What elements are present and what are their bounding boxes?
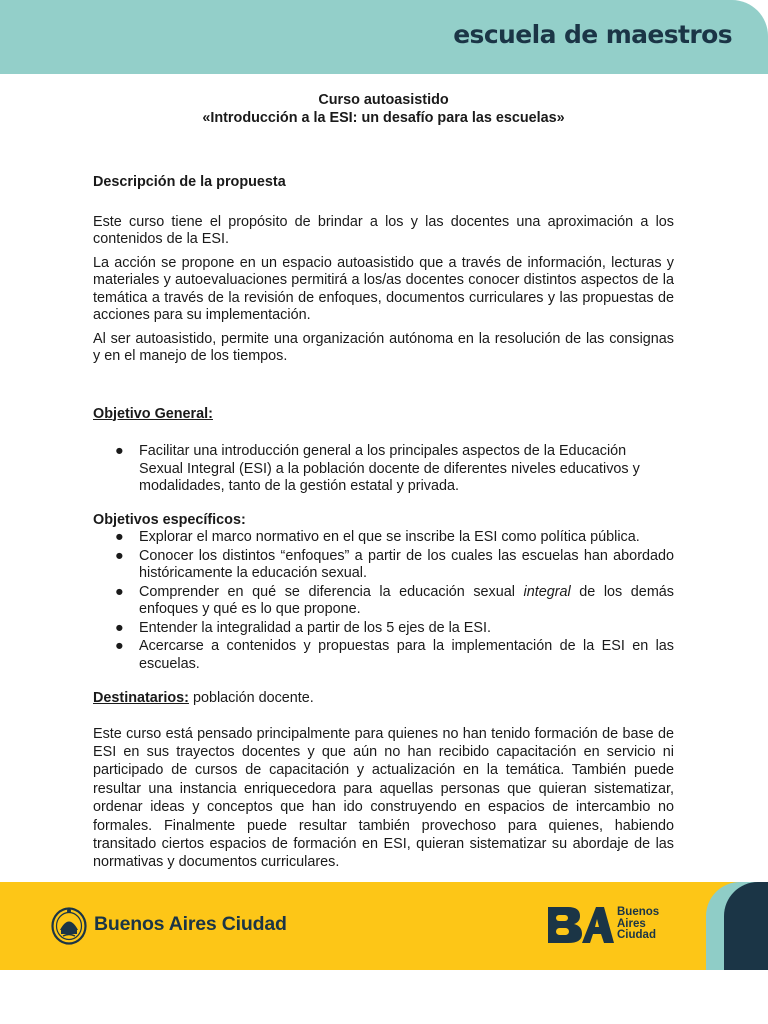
bullet-icon: ●: [115, 443, 124, 459]
audience-line: [93, 690, 674, 708]
list-item: [115, 529, 674, 547]
specific-objectives-list: [115, 529, 674, 673]
audience-paragraph: Este curso está pensado principalmente para quienes no han tenido formación de base de ESI en sus trayectos docentes y que aún no han recibido capacitación en servicio ni participado de cursos de capacitación y actualización en la temática. También puede resultar una instancia enriquecedora para aquellas personas que quieran sistematizar, ordenar ideas y conceptos que han ido construyendo en espacios de intercambio no formales. Finalmente puede resultar también provechoso para quienes, habiendo transitado ciertos espacios de formación en ESI, quieran sistematizar su abordaje de las normativas y documentos curriculares.: [93, 725, 674, 871]
course-title-line1: Curso autoasistido: [318, 92, 449, 108]
description-paragraph: Al ser autoasistido, permite una organización autónoma en la resolución de las consignas y en el manejo de los tiempos.: [93, 330, 674, 364]
city-name-logo: Buenos Aires Ciudad: [94, 913, 287, 935]
list-item-text: Entender la integralidad a partir de los 5 ejes de la ESI.: [139, 619, 491, 636]
list-item-text: Conocer los distintos “enfoques” a partir de los cuales las escuelas han abordado históricamente la educación sexual.: [139, 547, 674, 581]
list-item: [115, 443, 674, 496]
description-heading: Descripción de la propuesta: [93, 174, 286, 190]
city-seal-icon: [51, 905, 87, 945]
ba-logo-text-line: Buenos: [617, 906, 660, 918]
general-objective-heading: Objetivo General:: [93, 405, 213, 422]
emphasis-text: integral: [523, 583, 571, 600]
brand-wordmark: escuela de maestros: [453, 20, 732, 49]
specific-objectives-heading: Objetivos específicos:: [93, 511, 246, 528]
list-item-text: Explorar el marco normativo en el que se inscribe la ESI como política pública.: [139, 529, 640, 545]
list-item-text-part: Comprender en qué se diferencia la educación sexual: [139, 583, 524, 600]
bullet-icon: ●: [115, 547, 124, 564]
header-banner: [0, 0, 768, 74]
description-paragraph: Este curso tiene el propósito de brindar a los y las docentes una aproximación a los contenidos de la ESI.: [93, 213, 674, 247]
list-item-text-part: de los demás enfoques y qué es lo que propone.: [139, 583, 675, 617]
bullet-icon: ●: [115, 619, 124, 636]
list-item: [115, 548, 674, 583]
description-paragraph: La acción se propone en un espacio autoasistido que a través de información, lecturas y materiales y autoevaluaciones permitirá a los/as docentes conocer distintos aspectos de la temática a través de la revisión de enfoques, documentos curriculares y las propuestas de acciones para su implementación.: [93, 254, 674, 323]
list-item-text: Facilitar una introducción general a los principales aspectos de la Educación Sexual Integral (ESI) a la población docente de diferentes niveles educativos y modalidades, tanto de la gestión estatal y privada.: [139, 443, 640, 494]
bullet-icon: ●: [115, 638, 124, 654]
list-item: [115, 620, 674, 638]
footer-navy-accent: [724, 882, 768, 970]
ba-logo-icon: [546, 905, 614, 945]
bullet-icon: ●: [115, 583, 124, 600]
ba-logo-text-line: Aires: [617, 917, 646, 930]
general-objective-list: [115, 443, 674, 496]
audience-value: población docente.: [188, 690, 314, 706]
list-item: [115, 584, 674, 619]
course-title: [93, 91, 674, 127]
list-item-text: [139, 584, 674, 618]
document-body: [93, 91, 674, 872]
bullet-icon: ●: [115, 529, 124, 545]
list-item: [115, 638, 674, 673]
list-item-text: Acercarse a contenidos y propuestas para la implementación de la ESI en las escuelas.: [139, 638, 674, 672]
course-title-line2: «Introducción a la ESI: un desafío para las escuelas»: [202, 110, 565, 126]
audience-heading: Destinatarios:: [93, 690, 189, 706]
ba-logo-text: [617, 907, 659, 942]
ba-logo-text-line: Ciudad: [617, 929, 656, 941]
